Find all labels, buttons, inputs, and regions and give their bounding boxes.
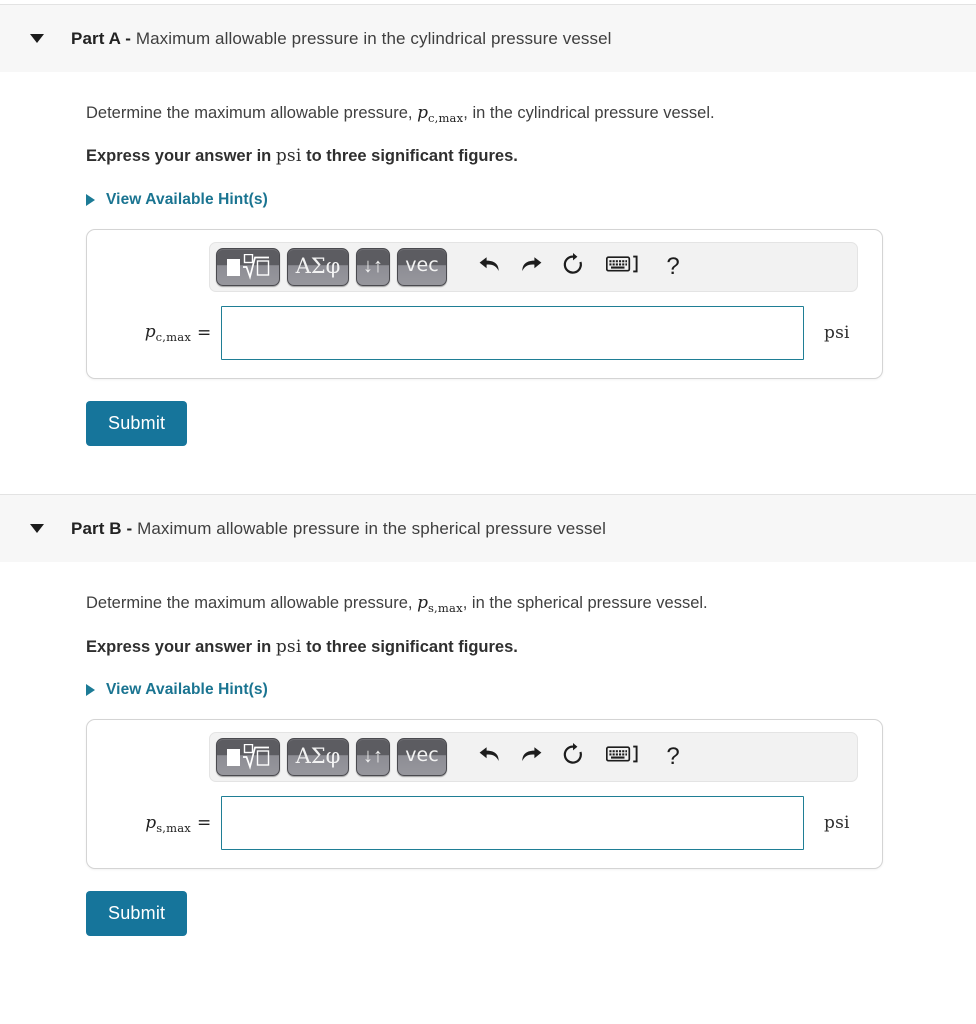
- part-b-prompt: [86, 592, 976, 616]
- answer-symbol: [144, 322, 191, 345]
- help-button[interactable]: [652, 253, 694, 281]
- equals-sign: =: [197, 323, 212, 344]
- part-a-dash: -: [120, 28, 136, 48]
- part-section-b: [0, 494, 976, 936]
- part-a-view-hints-link[interactable]: [86, 191, 268, 209]
- part-b-submit-button[interactable]: Submit: [86, 891, 187, 936]
- keyboard-button[interactable]: [594, 745, 652, 769]
- question-mark-icon: ?: [666, 253, 680, 281]
- vector-button[interactable]: [397, 248, 447, 286]
- prompt-symbol-base: p: [417, 103, 428, 123]
- greek-symbols-button[interactable]: [287, 738, 349, 776]
- part-a-header[interactable]: [0, 4, 976, 72]
- collapse-triangle-icon[interactable]: [30, 524, 44, 533]
- part-b-answer-unit: psi: [824, 813, 850, 834]
- prompt-symbol-subscript: s,max: [427, 601, 463, 616]
- part-b-answer-label: [105, 813, 191, 835]
- part-section-a: [0, 4, 976, 446]
- part-b-answer-row: [105, 796, 864, 850]
- redo-button[interactable]: [510, 744, 552, 770]
- vector-label: vec: [405, 254, 439, 277]
- sqrt-template-button[interactable]: [216, 248, 280, 286]
- sqrt-template-icon: [226, 254, 270, 280]
- help-button[interactable]: [652, 743, 694, 771]
- answer-symbol: [145, 813, 191, 833]
- answer-symbol-base: p: [145, 812, 157, 833]
- express-after: to three significant figures.: [301, 637, 518, 656]
- express-unit: psi: [275, 636, 302, 657]
- prompt-symbol: [417, 593, 463, 616]
- part-a-label: Part A: [71, 28, 121, 48]
- undo-icon: [478, 254, 501, 280]
- arrows-button[interactable]: [356, 738, 390, 776]
- greek-symbols-label: ΑΣφ: [295, 743, 341, 768]
- answer-symbol-subscript: s,max: [156, 820, 191, 835]
- part-b-answer-input[interactable]: [221, 796, 804, 850]
- reset-icon: [562, 743, 584, 772]
- chevron-right-icon: [86, 684, 95, 696]
- prompt-symbol-base: p: [417, 593, 428, 614]
- undo-button[interactable]: [468, 254, 510, 280]
- view-hints-label: View Available Hint(s): [106, 191, 268, 209]
- undo-button[interactable]: [468, 744, 510, 770]
- sqrt-template-icon: [226, 744, 270, 770]
- part-b-label: Part B: [71, 518, 122, 538]
- part-b-dash: -: [121, 518, 138, 538]
- keyboard-icon: [606, 255, 640, 279]
- redo-button[interactable]: [510, 254, 552, 280]
- part-a-answer-box: [86, 229, 883, 379]
- prompt-text-after: , in the spherical pressure vessel.: [462, 594, 708, 613]
- part-a-answer-row: [105, 306, 864, 360]
- sqrt-template-button[interactable]: [216, 738, 280, 776]
- reset-icon: [562, 253, 584, 282]
- part-b-view-hints-link[interactable]: [86, 681, 268, 699]
- redo-icon: [520, 744, 543, 770]
- express-before: Express your answer in: [86, 147, 276, 166]
- view-hints-label: View Available Hint(s): [106, 681, 268, 699]
- answer-symbol-subscript: c,max: [155, 330, 191, 345]
- part-b-description: Maximum allowable pressure in the spherical pressure vessel: [137, 518, 606, 538]
- greek-symbols-button[interactable]: [287, 248, 349, 286]
- problem-page: [0, 4, 976, 936]
- part-b-math-toolbar: [209, 732, 858, 782]
- part-b-body: [0, 592, 976, 936]
- prompt-symbol-subscript: c,max: [427, 110, 464, 125]
- express-after: to three significant figures.: [301, 147, 518, 166]
- part-a-description: Maximum allowable pressure in the cylindrical pressure vessel: [135, 28, 612, 48]
- part-a-answer-unit: psi: [824, 323, 850, 344]
- prompt-text-after: , in the cylindrical pressure vessel.: [463, 104, 715, 122]
- prompt-text-before: Determine the maximum allowable pressure,: [86, 104, 418, 122]
- prompt-text-before: Determine the maximum allowable pressure,: [86, 594, 418, 613]
- part-b-title: [71, 519, 606, 539]
- prompt-symbol: [417, 103, 463, 123]
- up-down-arrow-icon: ↓↑: [363, 255, 383, 278]
- express-before: Express your answer in: [86, 637, 276, 656]
- part-b-answer-box: [86, 719, 883, 869]
- keyboard-icon: [606, 745, 640, 769]
- keyboard-button[interactable]: [594, 255, 652, 279]
- part-a-math-toolbar: [209, 242, 858, 292]
- arrows-button[interactable]: [356, 248, 390, 286]
- collapse-triangle-icon[interactable]: [30, 34, 44, 43]
- undo-icon: [478, 744, 501, 770]
- part-a-express-instruction: [86, 145, 976, 168]
- section-divider-gap: [0, 446, 976, 490]
- question-mark-icon: ?: [666, 743, 680, 771]
- chevron-right-icon: [86, 194, 95, 206]
- part-a-submit-button[interactable]: Submit: [86, 401, 187, 446]
- vector-button[interactable]: [397, 738, 447, 776]
- part-b-express-instruction: [86, 636, 976, 659]
- part-a-prompt: [86, 102, 976, 126]
- up-down-arrow-icon: ↓↑: [363, 745, 383, 768]
- express-unit: psi: [275, 146, 302, 167]
- part-a-answer-label: [105, 322, 191, 344]
- answer-symbol-base: p: [144, 322, 156, 343]
- part-a-title: [71, 29, 612, 49]
- reset-button[interactable]: [552, 253, 594, 282]
- vector-label: vec: [405, 744, 439, 767]
- reset-button[interactable]: [552, 743, 594, 772]
- part-a-body: [0, 102, 976, 446]
- greek-symbols-label: ΑΣφ: [295, 253, 341, 278]
- part-b-header[interactable]: [0, 494, 976, 562]
- part-a-answer-input[interactable]: [221, 306, 804, 360]
- equals-sign: =: [197, 813, 212, 834]
- redo-icon: [520, 254, 543, 280]
